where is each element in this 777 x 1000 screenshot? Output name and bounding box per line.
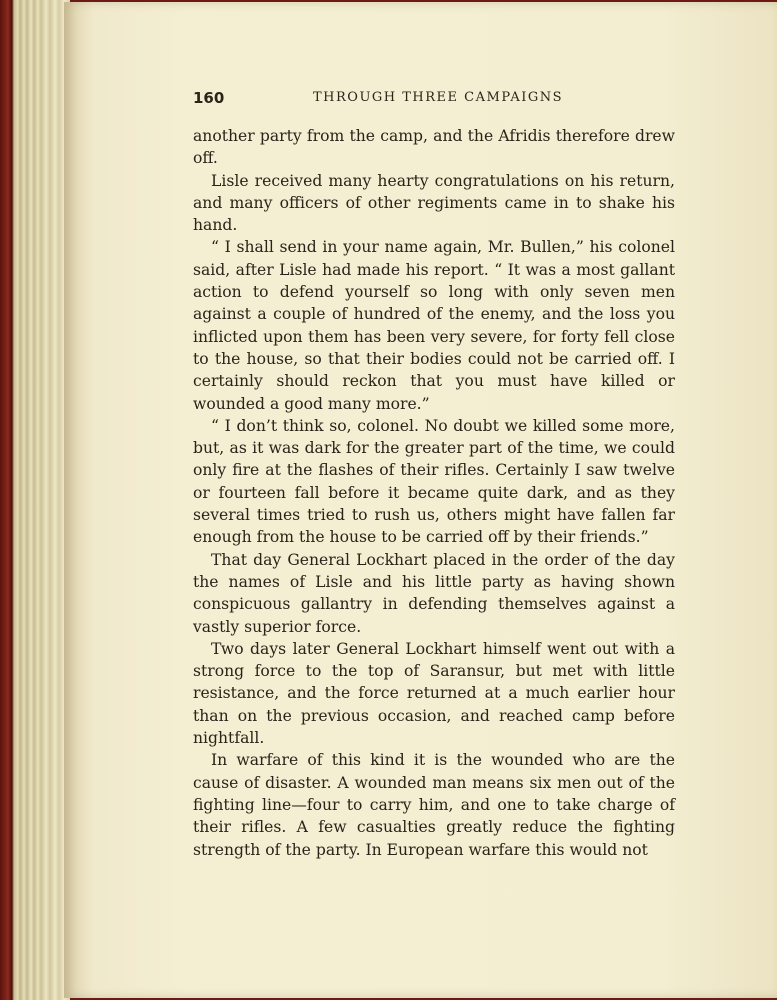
paragraph: “ I shall send in your name again, Mr. Bullen,” his colonel said, after Lisle had made his report. “ It was a most gallant action to defend yourself so long with only seven men against a couple of hundred of the enemy, and the loss you inflicted upon them has been very severe, for forty fell close to the house, so that their bodies could not be carried off. I certainly should reckon that you must have killed or wounded a good many more.” [193,238,675,413]
paragraph: Lisle received many hearty congratulations on his return, and many officers of other regiments came in to shake his hand. [193,171,675,235]
page-number: 160 [193,89,225,107]
running-head [193,89,673,111]
paragraph: another party from the camp, and the Afridis therefore drew off. [193,127,675,168]
running-title: THROUGH THREE CAMPAIGNS [313,90,564,105]
paragraph: That day General Lockhart placed in the order of the day the names of Lisle and his little party as having shown conspicuous gallantry in defending themselves against a vastly superior force. [193,550,675,636]
book-page-edges [0,0,70,1000]
paragraph: “ I don’t think so, colonel. No doubt we killed some more, but, as it was dark for the greater part of the time, we could only fire at the flashes of their rifles. Certainly I saw twelve or fourteen fall before it became quite dark, and as they several times tried to rush us, others might have fallen far enough from the house to be carried off by their friends.” [193,416,675,547]
paragraph: In warfare of this kind it is the wounded who are the cause of disaster. A wounded man means six men out of the fighting line—four to carry him, and one to take charge of their rifles. A few casualties greatly reduce the fighting strength of the party. In European warfare this would not [193,751,675,859]
paragraph: Two days later General Lockhart himself went out with a strong force to the top of Saransur, but met with little resistance, and the force returned at a much earlier hour than on the previous occasion, and reached camp before nightfall. [193,639,675,748]
body-text [193,125,675,861]
